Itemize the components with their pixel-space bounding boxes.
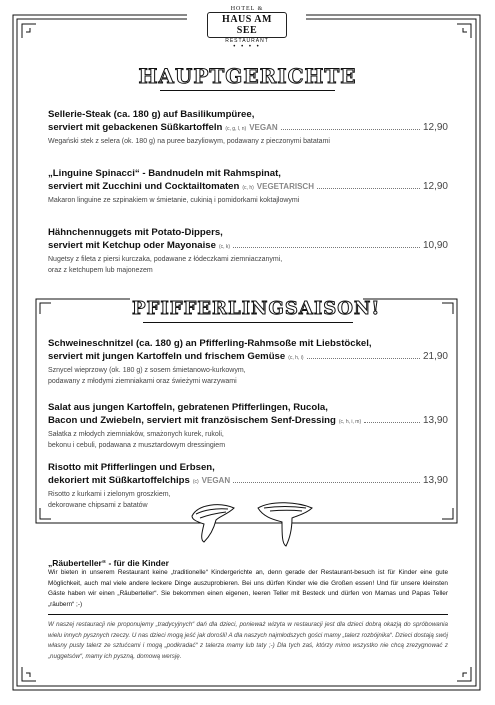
item-price: 12,90 (422, 181, 448, 192)
item-title-line2-row (48, 350, 448, 365)
diet-tag: VEGAN (249, 123, 278, 132)
diet-tag: VEGETARISCH (256, 182, 314, 191)
item-price: 13,90 (422, 415, 448, 426)
item-title-line2: serviert mit Ketchup oder Mayonaise (48, 240, 216, 251)
item-title-line2-row (48, 414, 448, 429)
logo-restaurant-text: RESTAURANT (225, 38, 269, 44)
kids-description-german: Wir bieten in unserem Restaurant keine „traditionelle“ Kindergerichte an, denn gerade der Restaurant-besuch ist für Kinder eine gute Möglichkeit, auch mal viele andere leckere Dinge auszuprobieren. Bei uns dürfen Kinder wie die Großen essen! Und für unsere kleinsten Gäste haben wir einen „Räuberteller“. Sie bekommen einen eigenen, leeren Teller mit Besteck und dürfen von Mamas und Papas Teller „räubern“ ;-) (48, 569, 448, 608)
section-heading-main-dishes: HAUPTGERICHTE (138, 64, 357, 88)
logo-dots: • • • • (233, 44, 261, 50)
item-title-line2: serviert mit gebackenen Süßkartoffeln (48, 122, 223, 133)
item-price: 13,90 (422, 475, 448, 486)
item-title-line2-row (48, 180, 448, 195)
logo-name: HAUS AM SEE (207, 12, 287, 38)
allergen-codes: (c, k) (218, 244, 231, 250)
item-title-line1: „Linguine Spinacci“ - Bandnudeln mit Rahmspinat, (48, 168, 281, 179)
menu-item (48, 108, 448, 147)
allergen-codes: (c, g, l, n) (225, 126, 247, 132)
item-title-line2: Bacon und Zwiebeln, serviert mit französischem Senf-Dressing (48, 415, 336, 426)
item-title-line2: serviert mit Zucchini und Cocktailtomaten (48, 181, 240, 192)
item-title-line2-row (48, 121, 448, 136)
item-polish-description: Wegański stek z selera (ok. 180 g) na puree bazyliowym, podawany z pieczonymi batatami (48, 138, 330, 145)
dotted-leader (233, 247, 420, 248)
chanterelle-mushroom-illustration (188, 498, 328, 550)
item-title-line1: Risotto mit Pfifferlingen und Erbsen, (48, 462, 215, 473)
section-heading-chanterelle-season: PFIFFERLINGSAISON! (132, 298, 381, 319)
kids-description-polish: W naszej restauracji nie proponujemy „tradycyjnych“ dań dla dzieci, ponieważ wizyta w restauracji jest dla dzieci dobrą okazją do spróbowania wielu innych pysznych rzeczy. U nas dzieci mogą jeść jak dorośli! A dla naszych najmłodszych gości mamy „talerz rozbójnika“. Dzieci dostają swój własny pusty talerz ze sztućcami i mogą „podkradać“ z talerza mamy lub taty ;-) Dla tych zaś, którzy mimo wszystko nie chcą zrezygnować z „nuggetsów“, mamy ich pyszną, domową wersję. (48, 621, 448, 660)
menu-item (48, 226, 448, 276)
item-polish-description: dekorowane chipsami z batatów (48, 502, 148, 509)
item-price: 10,90 (422, 240, 448, 251)
menu-item (48, 337, 448, 387)
kids-title: „Räuberteller“ - für die Kinder (48, 558, 169, 568)
allergen-codes: (c, h, i, m) (338, 419, 362, 425)
item-polish-description: Sznycel wieprzowy (ok. 180 g) z sosem śmietanowo-kurkowym, (48, 367, 246, 374)
item-title-line2: serviert mit jungen Kartoffeln und frischem Gemüse (48, 351, 286, 362)
menu-item (48, 401, 448, 451)
menu-item (48, 167, 448, 206)
item-price: 12,90 (422, 122, 448, 133)
dotted-leader (233, 482, 420, 483)
item-title-line1: Sellerie-Steak (ca. 180 g) auf Basilikumpüree, (48, 109, 255, 120)
heading-underline (143, 322, 353, 323)
dotted-leader (364, 422, 420, 423)
allergen-codes: (c, h, i) (288, 355, 304, 361)
kids-divider (48, 614, 448, 615)
diet-tag: VEGAN (201, 476, 231, 485)
heading-underline (160, 90, 335, 91)
kids-section (48, 558, 448, 662)
allergen-codes: (c, h) (242, 185, 254, 191)
restaurant-logo (207, 6, 287, 54)
dotted-leader (317, 188, 420, 189)
item-price: 21,90 (422, 351, 448, 362)
item-title-line2-row (48, 239, 448, 254)
item-polish-description: Sałatka z młodych ziemniaków, smażonych kurek, rukoli, (48, 431, 224, 438)
dotted-leader (281, 129, 420, 130)
dotted-leader (307, 358, 420, 359)
logo-hotel-text: HOTEL & (230, 6, 264, 12)
item-polish-description: podawany z młodymi ziemniakami oraz świeżymi warzywami (48, 378, 237, 385)
item-title-line1: Hähnchennuggets mit Potato-Dippers, (48, 227, 223, 238)
item-polish-description: Nugetsy z fileta z piersi kurczaka, podawane z łódeczkami ziemniaczanymi, (48, 256, 283, 263)
item-polish-description: Risotto z kurkami i zielonym groszkiem, (48, 491, 171, 498)
allergen-codes: (c) (192, 479, 199, 485)
item-title-line2: dekoriert mit Süßkartoffelchips (48, 475, 190, 486)
item-title-line1: Salat aus jungen Kartoffeln, gebratenen Pfifferlingen, Rucola, (48, 402, 328, 413)
item-title-line2-row (48, 474, 448, 489)
item-polish-description: bekonu i cebuli, podawana z musztardowym dressingiem (48, 442, 226, 449)
item-title-line1: Schweineschnitzel (ca. 180 g) an Pfifferling-Rahmsoße mit Liebstöckel, (48, 338, 372, 349)
item-polish-description: Makaron linguine ze szpinakiem w śmietanie, cukinią i pomidorkami koktajlowymi (48, 197, 300, 204)
item-polish-description: oraz z ketchupem lub majonezem (48, 267, 153, 274)
